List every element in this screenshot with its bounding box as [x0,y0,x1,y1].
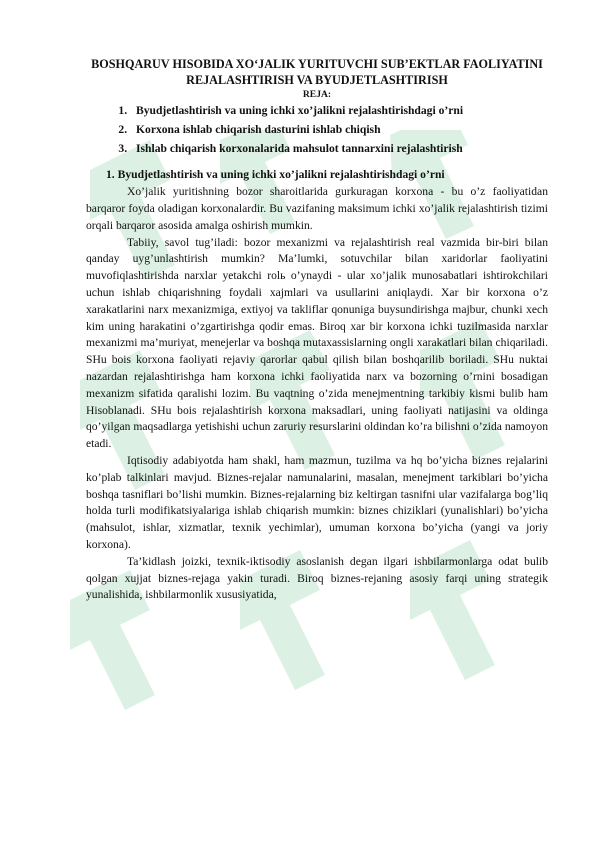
plan-list [86,103,548,157]
body-paragraph: Iqtisodiy adabiyotda ham shakl, ham mazmun, tuzilma va hq bo’yicha biznes rejalarini ko’plab talkinlari mavjud. Biznes-rejalar namunalarini, masalan, menejment tarkiblari bo’yicha boshqa tasniflari bo’lishi mumkin. Biznes-rejalarning biz keltirgan tasnifni ular vazifalarga bog’liq holda turli modifikatsiyalariga ishlab chiqarish mumkin: biznes chiziklari (yunalishlari) bo’yicha (mahsulot, ishlar, xizmatlar, texnik yechimlar), umuman korxona bo’yicha (yangi va joriy korxona). [86,453,548,551]
document-page [86,56,548,604]
body-paragraph: Xo’jalik yuritishning bozor sharoitlarida gurkuragan korxona - bu o’z faoliyatidan barqaror foyda oladigan korxonalardir. Bu vazifaning maksimum ichki xo’jalik rejalashtirish tizimi orqali barqaror asosida amalga oshirish mumkin. [86,185,548,232]
body-paragraph: Ta’kidlash joizki, texnik-iktisodiy asoslanish degan ilgari ishbilarmonlarga odat bulib qolgan xujjat biznes-rejaga yakin turadi. Biroq biznes-rejaning asosiy farqi uning strategik yunalishida, ishbilarmonlik xususiyatida, [86,554,548,602]
document-title: BOSHQARUV HISOBIDA XO‘JALIK YURITUVCHI SUB’EKTLAR FAOLIYATINI REJALASHTIRISH VA BYUDJETLASHTIRISH [91,57,543,87]
plan-item: 1. Byudjetlashtirish va uning ichki xo’jalikni rejalashtirishdagi o’rni [130,103,548,120]
plan-item: 2. Korxona ishlab chiqarish dasturini ishlab chiqish [130,122,548,139]
section-heading: 1. Byudjetlashtirish va uning ichki xo’jalikni rejalashtirishdagi o’rni [106,168,445,182]
body-paragraph: Tabiiy, savol tug’iladi: bozor mexanizmi va rejalashtirish real vazmida bir-biri bilan qanday uyg’unlashtirish mumkin? Ma’lumki, sotuvchilar bilan xaridorlar faoliyatini muvofiqlashtirishda narxlar yetakchi rolь o’ynaydi - ular xo’jalik munosabatlari ishtirokchilari uchun ishlab chiqarishning foydali xajmlari va usullarini aniqlaydi. Xar bir korxona o’z xarakatlarini narx mexanizmiga, extiyoj va takliflar qonuniga buysundirishga majbur, chunki xech kim uning harakatini o’zgartirishga qodir emas. Biroq xar bir korxona ichki tuzilmasida narxlar mexanizmi ma’muriyat, menejerlar va boshqa mutaxassislarning ongli xarakatlari bilan chiqariladi. SHu bois korxona faoliyati rejaviy qarorlar qabul qilish bilan boshqarilib boriladi. SHu nuktai nazardan rejalashtirishga ham korxona ichki faoliyatida narx va bozorning o’rnini bosadigan mexanizm sifatida qaralishi lozim. Bu vaqtning o’zida menejmentning tarkibiy kismi bulib ham Hisoblanadi. SHu bois rejalashtirish korxona maksadlari, uning faoliyati natijasini va oldinga qo’yilgan maqsadlarga yetishishi uchun zaruriy resurslarini oldindan ko’ra bilishni o’zida namoyon etadi. [86,235,548,451]
plan-item: 3. Ishlab chiqarish korxonalarida mahsulot tannarxini rejalashtirish [130,141,548,158]
plan-label: REJA: [302,89,332,100]
